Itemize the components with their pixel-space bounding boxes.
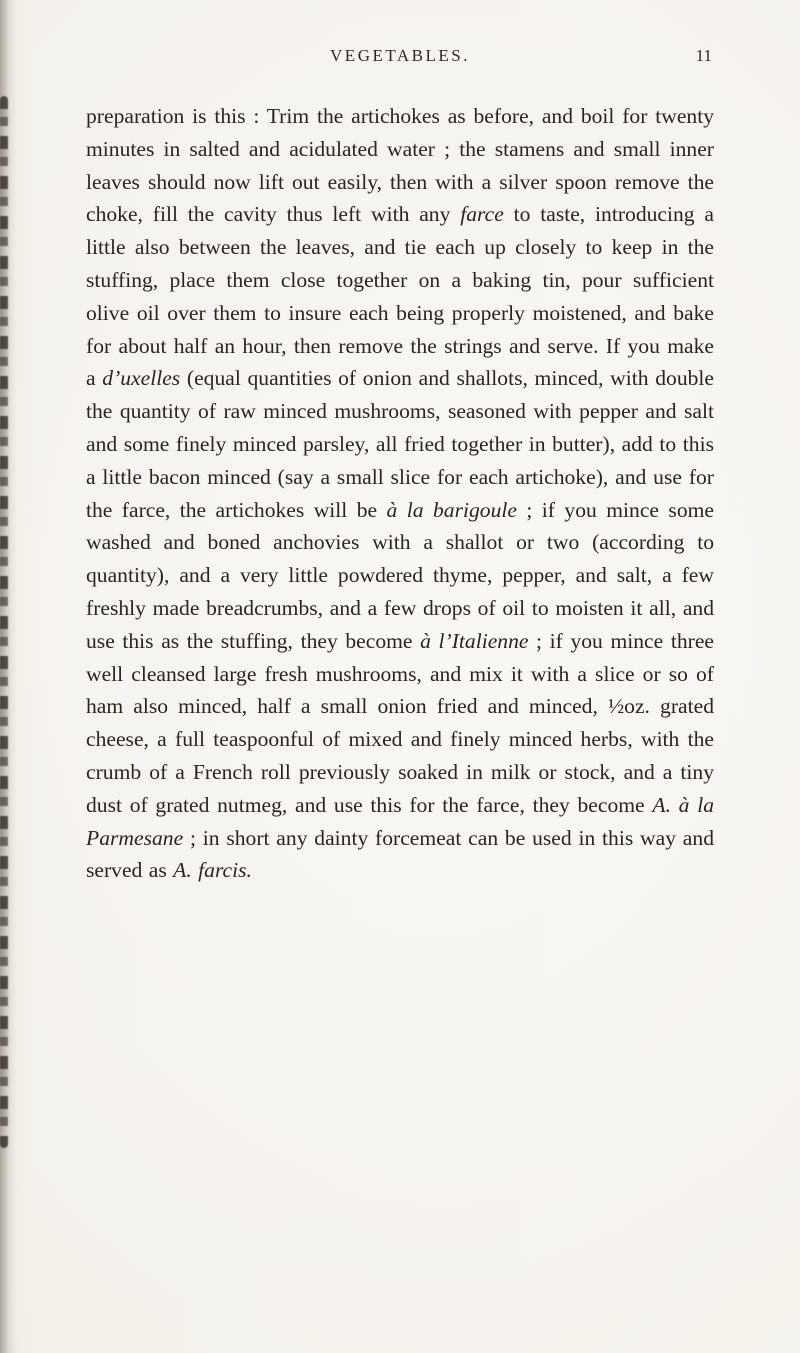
- body-text: [86, 100, 714, 887]
- running-title: VEGETABLES.: [330, 46, 470, 65]
- italic-term: d’uxelles: [102, 366, 181, 391]
- page-number: 11: [695, 46, 712, 65]
- text-run: (equal quantities of onion and shallots, minced, with double the quantity of raw minced mushrooms, seasoned with pepper and salt and some finely minced parsley, all fried together in butter), add to this a little bacon minced (say a small slice for each artichoke), and use for the farce, the artichokes will be: [86, 366, 715, 522]
- italic-term: farce: [460, 202, 504, 227]
- text-run: to taste, introducing a little also between the leaves, and tie each up closely to keep in the stuffing, place them close together on a baking tin, pour sufficient olive oil over them to insure each being properly moistened, and bake for about half an hour, then remove the strings and serve. If you make a: [86, 202, 714, 391]
- text-run: ; in short any dainty forcemeat can be used in this way and served as: [86, 825, 714, 883]
- scan-artifact-marks: [0, 96, 8, 1148]
- text-run: preparation is this : Trim the artichokes as before, and boil for twenty minutes in salted and acidulated water ; the stamens and small inner leaves should now lift out easily, then with a silver spoon remove the choke, fill the cavity thus left with any: [86, 104, 714, 227]
- binding-shadow: [0, 0, 16, 1353]
- italic-term: A. farcis.: [173, 858, 252, 883]
- italic-term: à la barigoule: [386, 497, 517, 522]
- text-run: ; if you mince three well cleansed large fresh mushrooms, and mix it with a slice or so of ham also minced, half a small onion fried and minced, ½oz. grated cheese, a full teaspoonful of mixed and finely minced herbs, with the crumb of a French roll previously soaked in milk or stock, and a tiny dust of grated nutmeg, and use this for the farce, they become: [86, 628, 714, 817]
- italic-term: à l’Italienne: [420, 628, 529, 653]
- italic-term: A. à la Parmesane: [86, 792, 715, 850]
- text-run: ; if you mince some washed and boned anchovies with a shallot or two (according to quantity), and a very little powdered thyme, pepper, and salt, a few freshly made breadcrumbs, and a few drops of oil to moisten it all, and use this as the stuffing, they become: [86, 497, 714, 653]
- page-header: [86, 46, 714, 72]
